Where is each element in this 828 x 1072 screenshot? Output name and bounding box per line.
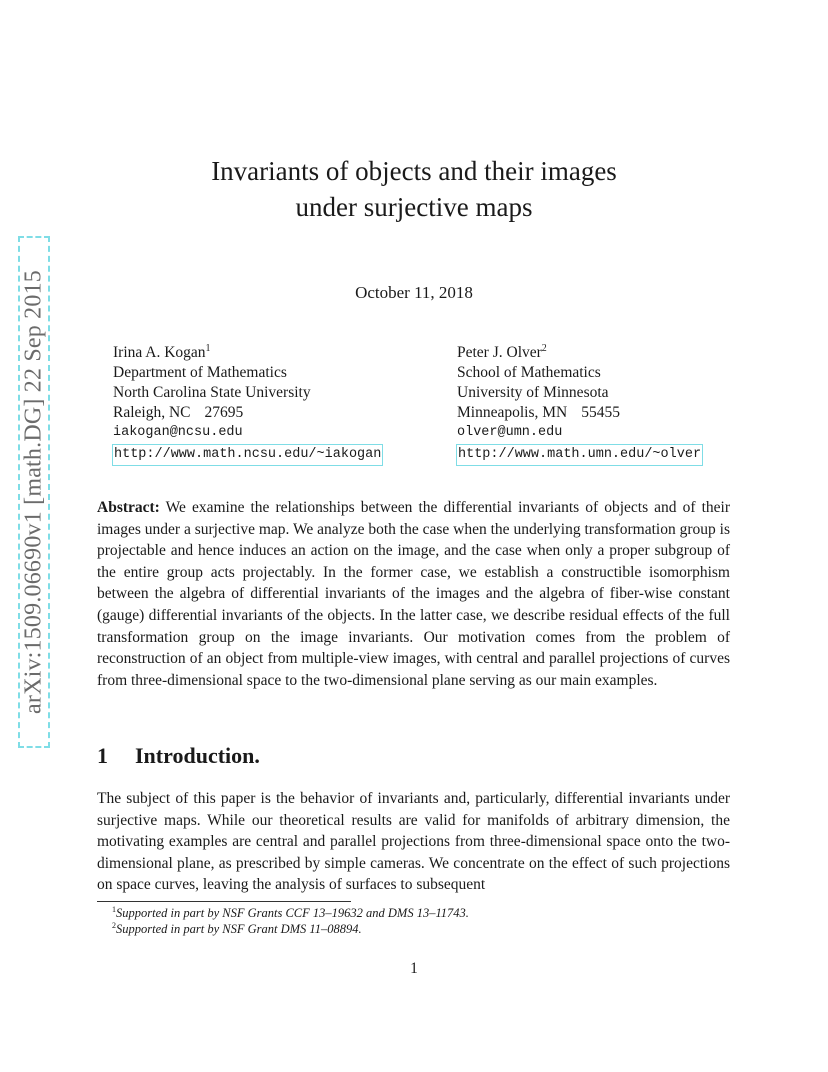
author-email: olver@umn.edu bbox=[457, 425, 563, 440]
abstract-label: Abstract: bbox=[97, 499, 160, 516]
author-address: Raleigh, NC 27695 bbox=[113, 404, 244, 421]
footnote-mark: 2 bbox=[541, 343, 547, 354]
arxiv-stamp[interactable] bbox=[18, 236, 50, 748]
abstract bbox=[97, 497, 730, 691]
author-address: Minneapolis, MN 55455 bbox=[457, 404, 620, 421]
page-number: 1 bbox=[410, 960, 418, 977]
footnote-divider bbox=[97, 901, 351, 902]
footnote-mark: 1 bbox=[205, 343, 211, 354]
author-department: Department of Mathematics bbox=[113, 364, 287, 381]
author-block-olver bbox=[457, 343, 702, 465]
author-university: University of Minnesota bbox=[457, 384, 609, 401]
author-name: Peter J. Olver$^2$ bbox=[457, 343, 547, 361]
abstract-text: We examine the relationships between the differential invariants of objects and of their images under a surjective map. We analyze both the case when the underlying transformation group is projectable and hence induces an action on the image, and the case when only a proper subgroup of the entire group acts projectably. In the former case, we establish a constructible isomorphism between the algebra of differential invariants of the images and the algebra of fiber-wise constant (gauge) differential invariants of the objects. In the latter case, we describe residual effects of the full transformation group on the image invariants. Our motivation comes from the problem of reconstruction of an object from multiple-view images, with central and parallel projections of curves from three-dimensional space to the two-dimensional plane serving as our main examples. bbox=[97, 499, 730, 689]
author-email: iakogan@ncsu.edu bbox=[113, 425, 243, 440]
footnote-2: $^2$Supported in part by NSF Grant DMS 11–08894. bbox=[112, 921, 362, 936]
paper-title-line-1: Invariants of objects and their images bbox=[211, 156, 617, 186]
author-homepage-link[interactable]: http://www.math.ncsu.edu/~iakogan bbox=[113, 445, 382, 465]
author-department: School of Mathematics bbox=[457, 364, 601, 381]
author-block-kogan bbox=[113, 343, 382, 465]
author-homepage-link[interactable]: http://www.math.umn.edu/~olver bbox=[457, 445, 702, 465]
section-number: 1 bbox=[97, 743, 108, 768]
author-name: Irina A. Kogan$^1$ bbox=[113, 343, 211, 361]
footnote-1: $^1$Supported in part by NSF Grants CCF 13–19632 and DMS 13–11743. bbox=[112, 905, 469, 920]
paper-date: October 11, 2018 bbox=[355, 283, 473, 302]
footnote-mark: 1 bbox=[112, 905, 116, 914]
section-title: Introduction. bbox=[135, 743, 260, 768]
author-university: North Carolina State University bbox=[113, 384, 311, 401]
section-heading bbox=[97, 743, 260, 769]
footnote-mark: 2 bbox=[112, 921, 116, 930]
arxiv-stamp-text: arXiv:1509.06690v1 [math.DG] 22 Sep 2015 bbox=[20, 270, 47, 714]
paper-title-line-2: under surjective maps bbox=[295, 192, 533, 222]
intro-paragraph: The subject of this paper is the behavior of invariants and, particularly, differential invariants under surjective maps. While our theoretical results are valid for manifolds of arbitrary dimension, the motivating examples are central and parallel projections from three-dimensional space onto the two-dimensional plane, as prescribed by simple cameras. We concentrate on the effect of such projections on space curves, leaving the analysis of surfaces to subsequent bbox=[97, 790, 730, 894]
